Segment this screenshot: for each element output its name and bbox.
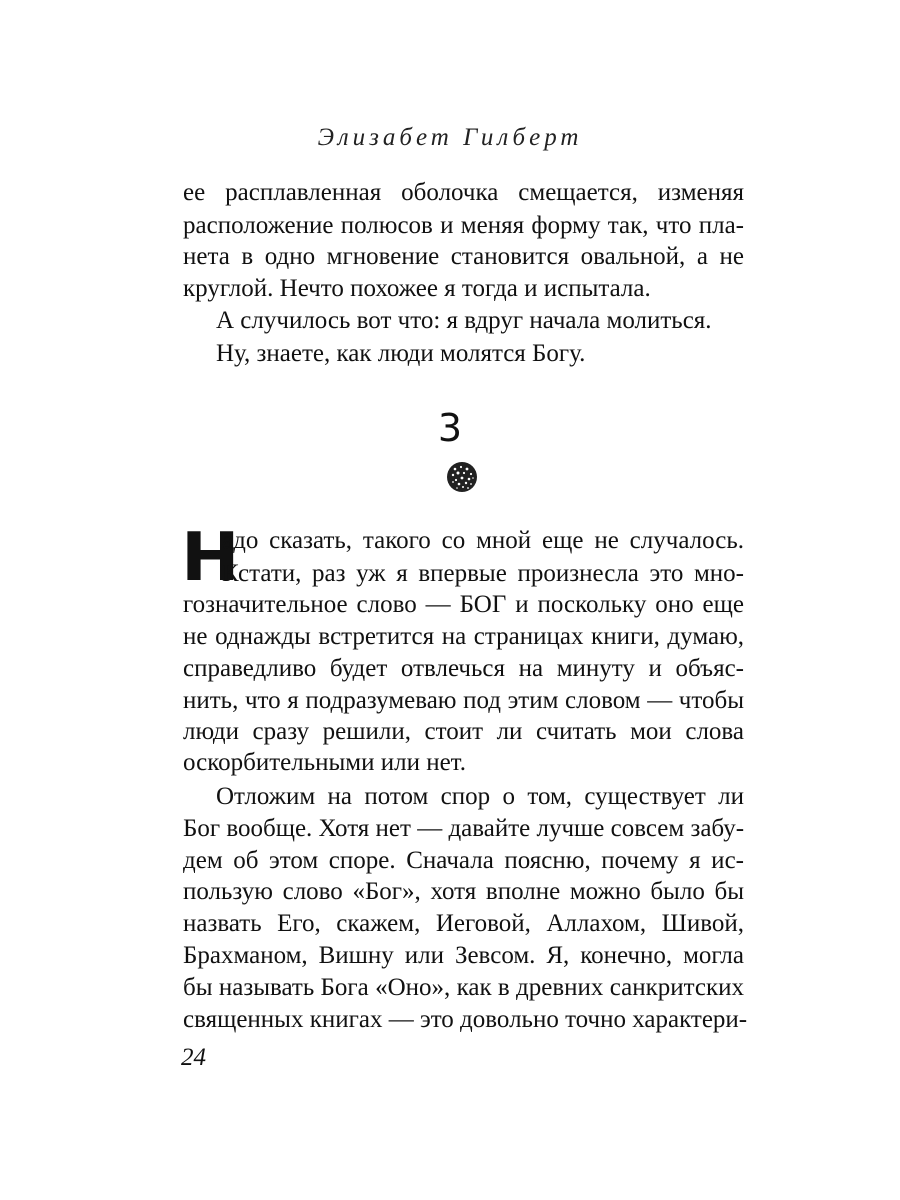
page-number: 24 <box>181 1044 206 1071</box>
running-header: Элизабет Гилберт <box>317 124 583 151</box>
text-line: пользую слово «Бог», хотя вполне можно было бы <box>183 878 744 905</box>
text-line: гозначительное слово — БОГ и поскольку оно еще <box>183 591 744 618</box>
text-line: нета в одно мгновение становится овальной, а не <box>183 243 744 270</box>
drop-cap: Н <box>181 518 240 596</box>
text-line: А случилось вот что: я вдруг начала молиться. <box>216 307 712 334</box>
text-line: Отложим на потом спор о том, существует ли <box>216 783 744 810</box>
text-line: ее расплавленная оболочка смещается, изменяя <box>183 179 744 206</box>
text-line: Брахманом, Вишну или Зевсом. Я, конечно, могла <box>183 942 744 969</box>
text-line: священных книгах — это довольно точно характери- <box>183 1006 748 1033</box>
text-line: Кстати, раз уж я впервые произнесла это мно- <box>222 560 744 587</box>
text-line: люди сразу решили, стоит ли считать мои слова <box>183 718 744 745</box>
text-line: Ну, знаете, как люди молятся Богу. <box>216 340 586 367</box>
text-line: Бог вообще. Хотя нет — давайте лучше совсем забу- <box>183 815 745 842</box>
text-line: круглой. Нечто похожее я тогда и испытала. <box>183 275 651 302</box>
text-line: не однажды встретится на страницах книги, думаю, <box>183 623 744 650</box>
text-line: расположение полюсов и меняя форму так, что пла- <box>183 212 744 239</box>
text-line: назвать Его, скажем, Иеговой, Аллахом, Шивой, <box>183 910 744 937</box>
text-line: дем об этом споре. Сначала поясню, почему я ис- <box>183 847 744 874</box>
text-line: адо сказать, такого со мной еще не случалось. <box>222 527 744 554</box>
chapter-number: 3 <box>437 406 463 450</box>
stippled-circle-ornament-icon <box>445 460 479 494</box>
text-line: нить, что я подразумеваю под этим словом — чтобы <box>183 687 744 714</box>
text-line: оскорбительными или нет. <box>183 749 466 776</box>
text-line: бы называть Бога «Оно», как в древних санкритских <box>183 974 744 1001</box>
text-line: справедливо будет отвлечься на минуту и объяс- <box>183 655 744 682</box>
